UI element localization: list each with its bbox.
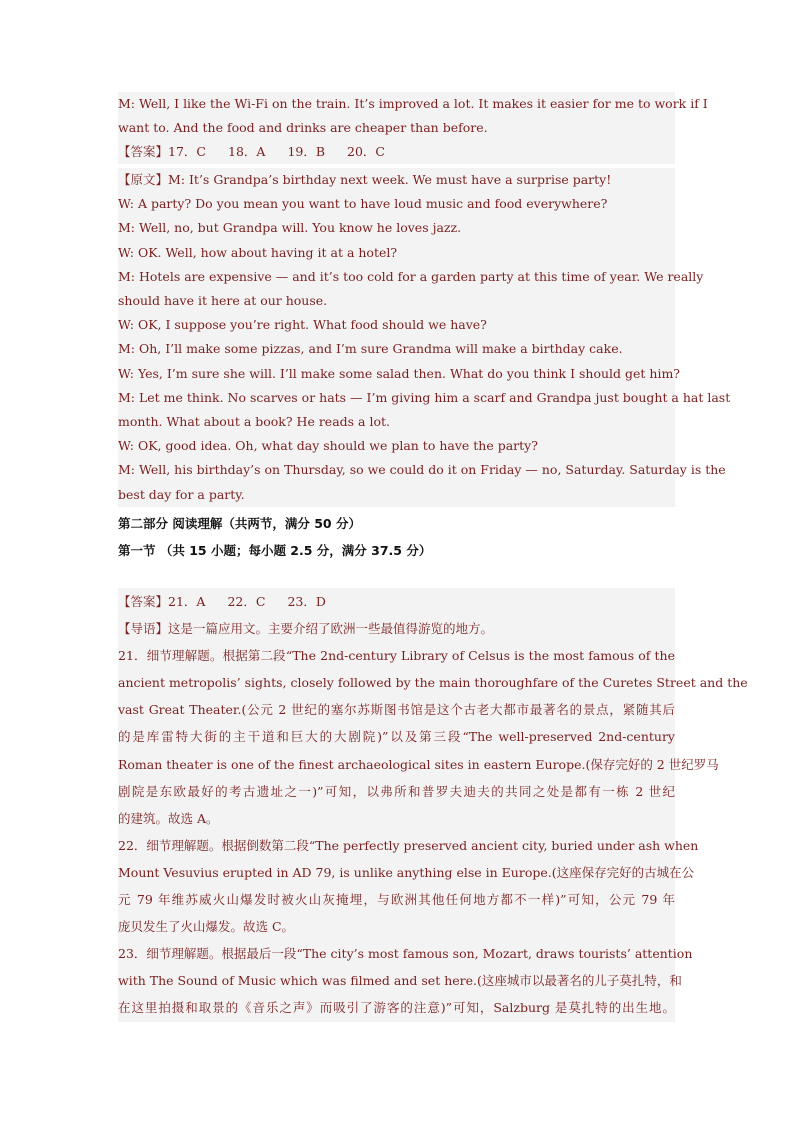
original-label: 【原文】: [118, 172, 169, 187]
dialog-line: M: Well, I like the Wi-Fi on the train. It’s improved a lot. It makes it easier for me to work if I: [118, 96, 708, 111]
section-heading: 第一节 （共 15 小题；每小题 2.5 分，满分 37.5 分）: [118, 543, 432, 558]
answer-line: [118, 588, 675, 615]
answer-item: 20．C: [347, 144, 386, 159]
section-headings: [118, 510, 675, 564]
answer-item: 21．A: [168, 594, 206, 609]
dialog-line: W: OK, good idea. Oh, what day should we plan to have the party?: [118, 438, 538, 454]
answer-label: 【答案】: [118, 144, 169, 159]
dialog-line: M: Hotels are expensive — and it’s too cold for a garden party at this time of year. We really: [118, 268, 704, 284]
explanation-line: 23．细节理解题。根据最后一段“The city’s most famous son, Mozart, draws tourists’ attention: [118, 946, 693, 962]
answer-line: [118, 140, 675, 164]
dialog-line: 【原文】M: It’s Grandpa’s birthday next week. We must have a surprise party!: [118, 172, 612, 187]
explanation-line: 21．细节理解题。根据第二段“The 2nd-century Library of Celsus is the most famous of the: [118, 648, 675, 664]
dialog-line: M: Well, no, but Grandpa will. You know he loves jazz.: [118, 220, 462, 236]
explanation-line: 元 79 年维苏威火山爆发时被火山灰掩埋，与欧洲其他任何地方都不一样)”可知，公元 79 年: [118, 892, 675, 908]
dialog-line: month. What about a book? He reads a lot.: [118, 414, 390, 430]
listening-transcript: [118, 168, 731, 507]
answer-label: 【答案】: [118, 594, 169, 609]
explanation-line: ancient metropolis’ sights, closely followed by the main thoroughfare of the Curetes Street and the: [118, 675, 748, 691]
answer-item: 23．D: [287, 594, 326, 609]
dialog-line: M: Oh, I’ll make some pizzas, and I’m sure Grandma will make a birthday cake.: [118, 341, 623, 357]
explanation-line: 剧院是东欧最好的考古遗址之一)”可知，以弗所和普罗夫迪夫的共同之处是都有一栋 2 世纪: [118, 783, 675, 799]
dialog-line: want to. And the food and drinks are cheaper than before.: [118, 120, 488, 135]
dialog-line: best day for a party.: [118, 486, 245, 502]
explanation-line: with The Sound of Music which was filmed and set here.(这座城市以最著名的儿子莫扎特，和: [118, 973, 682, 989]
explanation-line: Roman theater is one of the finest archaeological sites in eastern Europe.(保存完好的 2 世纪罗马: [118, 756, 719, 772]
guide-line: 【导语】这是一篇应用文。主要介绍了欧洲一些最值得游览的地方。: [118, 621, 494, 637]
explanation-line: 在这里拍摄和取景的《音乐之声》而吸引了游客的注意)”可知，Salzburg 是莫扎特的出生地。: [118, 1000, 675, 1016]
explanation-line: 庞贝发生了火山爆发。故选 C。: [118, 919, 295, 935]
guide-label: 【导语】: [118, 621, 169, 637]
answer-item: 19．B: [287, 144, 326, 159]
dialog-line: M: Let me think. No scarves or hats — I’m giving him a scarf and Grandpa just bought a hat last: [118, 389, 731, 405]
dialog-line: W: OK, I suppose you’re right. What food should we have?: [118, 317, 487, 333]
dialog-line: W: Yes, I’m sure she will. I’ll make some salad then. What do you think I should get him?: [118, 365, 681, 381]
answer-item: 17．C: [168, 144, 206, 159]
dialog-line: W: A party? Do you mean you want to have loud music and food everywhere?: [118, 196, 608, 212]
dialog-line: W: OK. Well, how about having it at a hotel?: [118, 244, 398, 260]
dialog-line: should have it here at our house.: [118, 293, 328, 309]
explanation-line: 22．细节理解题。根据倒数第二段“The perfectly preserved ancient city, buried under ash when: [118, 837, 699, 853]
explanation-line: 的建筑。故选 A。: [118, 810, 219, 826]
answer-item: 18．A: [228, 144, 266, 159]
explanation-line: 的是库雷特大街的主干道和巨大的大剧院)”以及第三段“The well-preserved 2nd-century: [118, 729, 675, 745]
part-heading: 第二部分 阅读理解（共两节，满分 50 分）: [118, 516, 361, 531]
reading-answers: [118, 588, 748, 1022]
explanation-line: vast Great Theater.(公元 2 世纪的塞尔苏斯图书馆是这个古老大都市最著名的景点，紧随其后: [118, 702, 675, 718]
answer-item: 22．C: [227, 594, 266, 609]
dialog-line: M: Well, his birthday’s on Thursday, so we could do it on Friday — no, Saturday. Saturday is the: [118, 462, 726, 478]
listening-dialog-end: [118, 92, 708, 164]
explanation-line: Mount Vesuvius erupted in AD 79, is unlike anything else in Europe.(这座保存完好的古城在公: [118, 864, 695, 880]
